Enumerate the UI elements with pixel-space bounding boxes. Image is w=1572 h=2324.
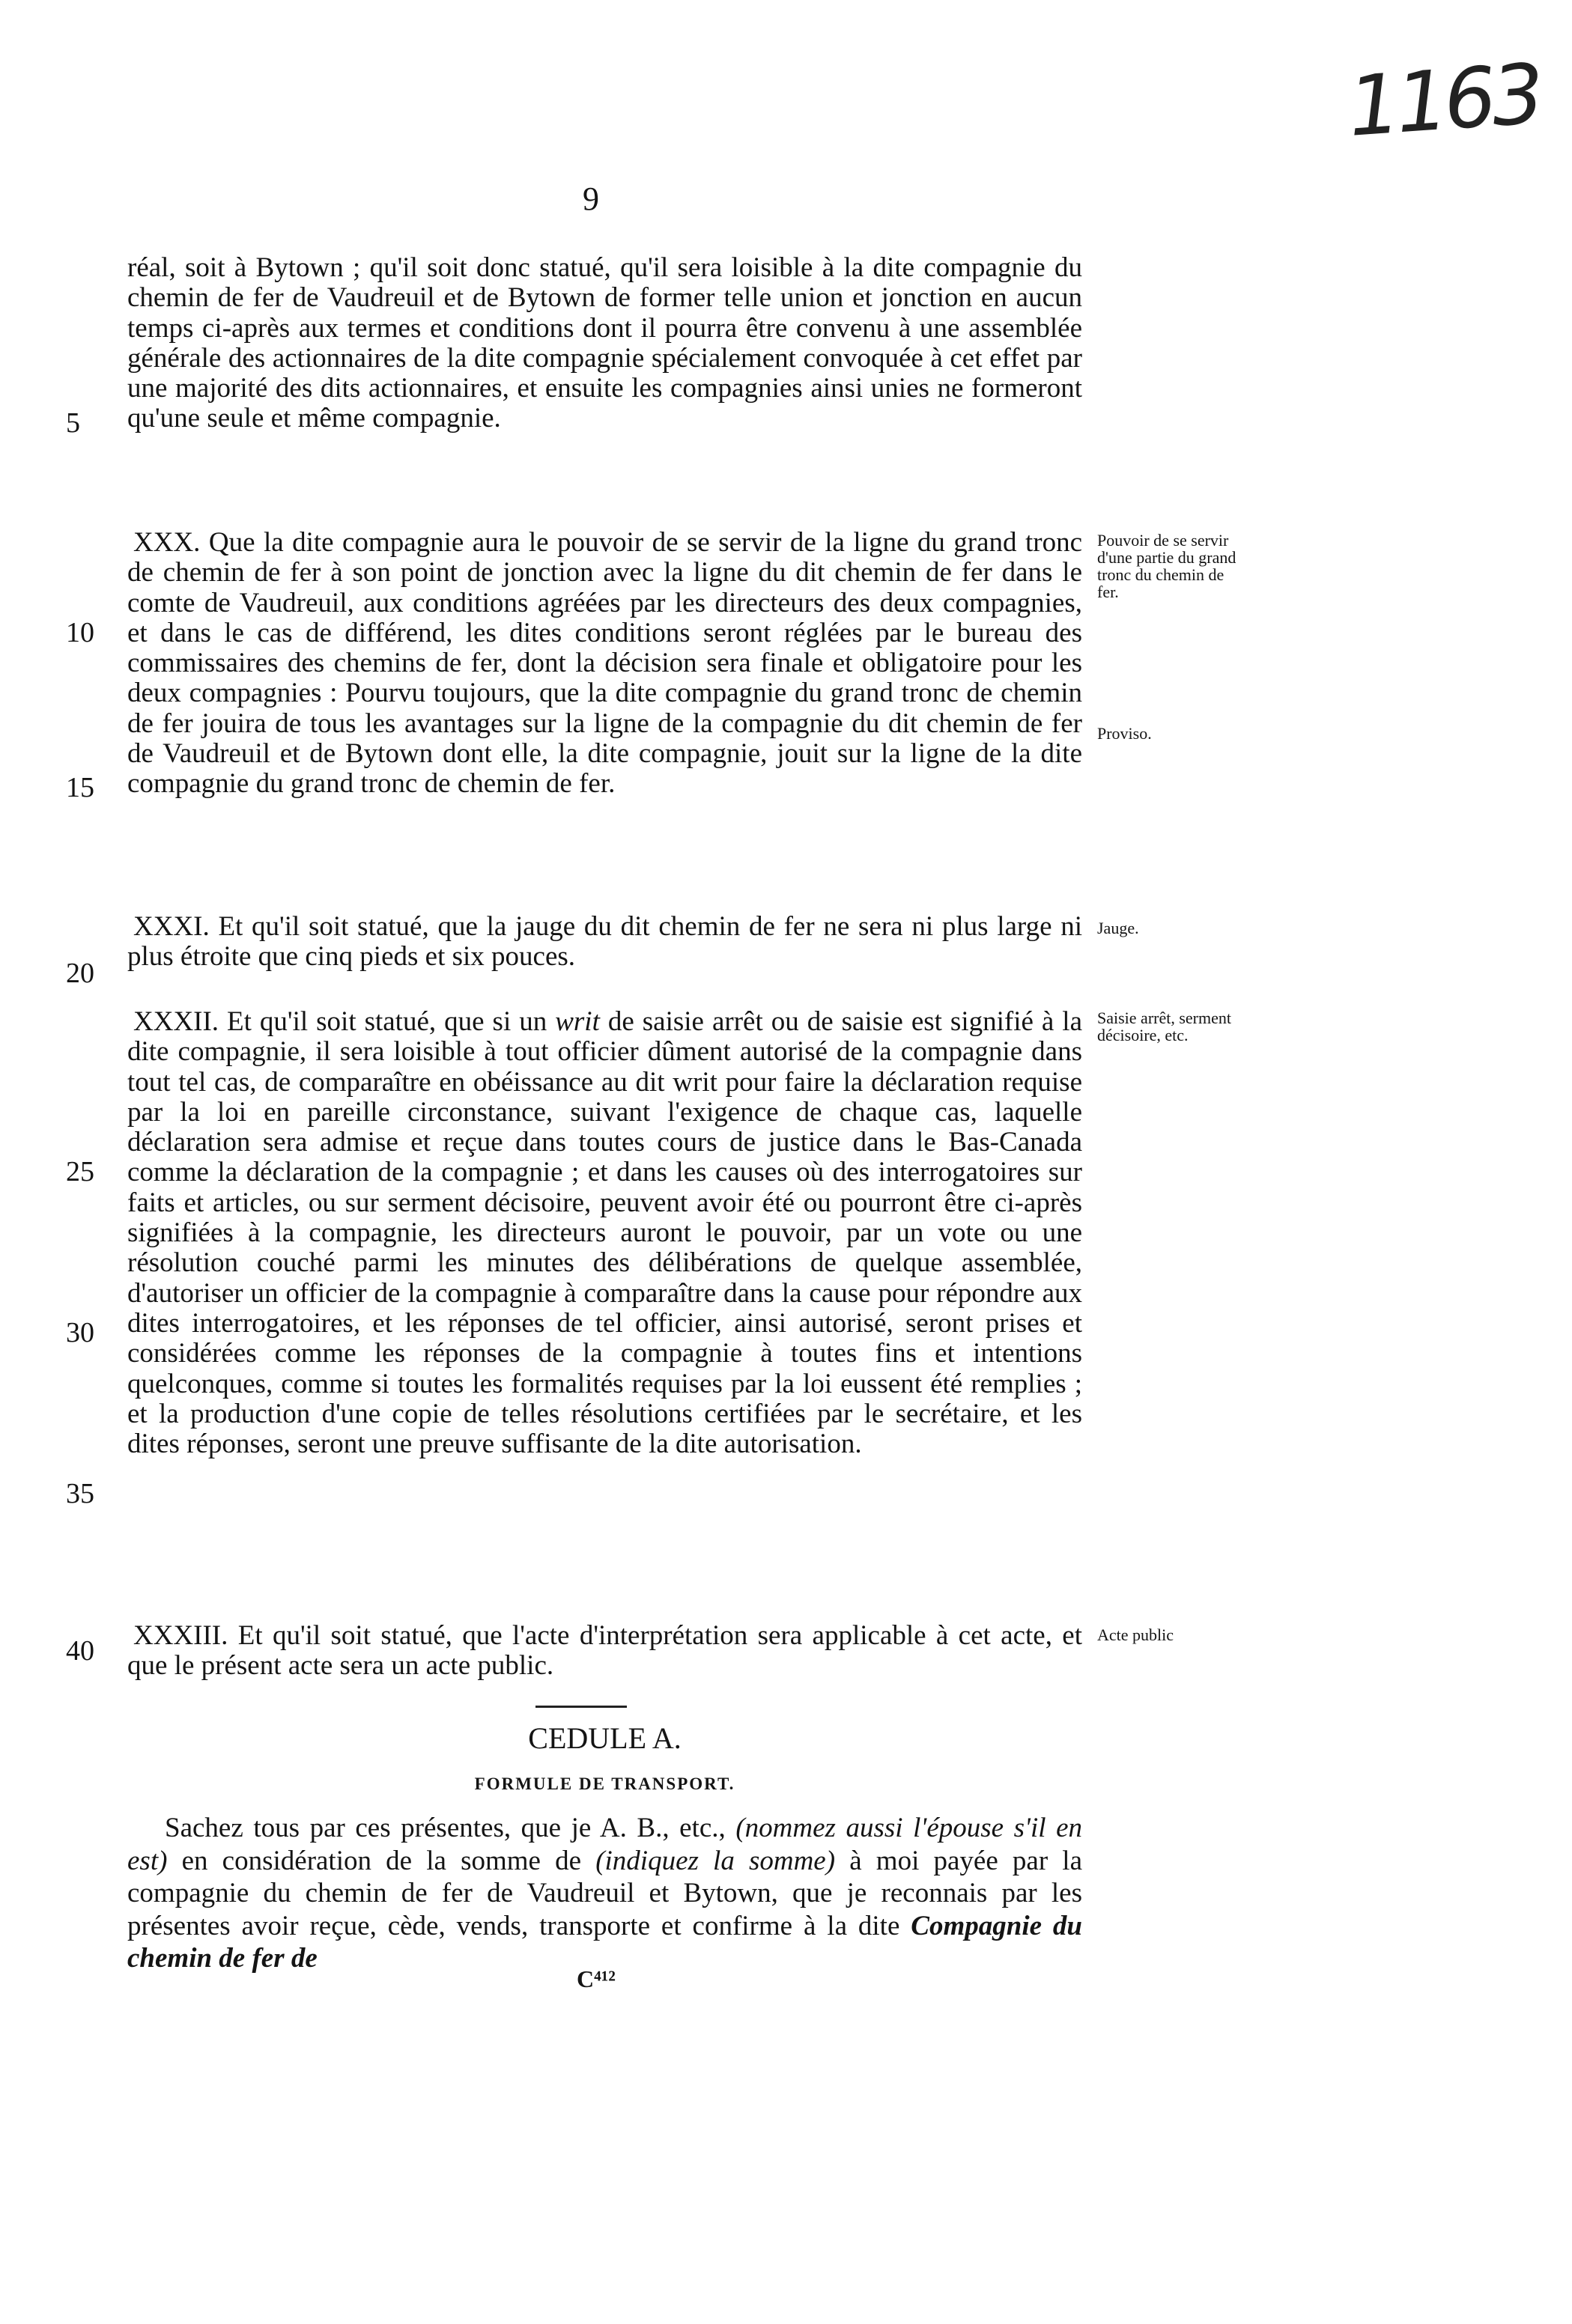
paragraph-text: réal, soit à Bytown ; qu'il soit donc statué, qu'il sera loisible à la dite compagnie du chemin de fer de Vaudreuil et de Bytown de former telle union et jonction en aucun temps ci-après aux termes et conditions dont il pourra être convenu à une assemblée générale des actionnaires de la dite compagnie spécialement convoquée à cet effet par une majorité des dits actionnaires, et ensuite les compagnies ainsi unies ne formeront qu'une seule et même compagnie.	[127, 252, 1082, 434]
cedule-body	[127, 1812, 1082, 1975]
section-xxxi-text: XXXI. Et qu'il soit statué, que la jauge du dit chemin de fer ne sera ni plus large ni plus étroite que cinq pieds et six pouces.	[127, 911, 1082, 973]
margin-note-pouvoir: Pouvoir de se servir d'une partie du grand tronc du chemin de fer.	[1097, 531, 1236, 601]
handwritten-page-number: 1163	[1344, 46, 1544, 155]
signature-mark: C⁴¹²	[577, 1965, 616, 1992]
cedule-text-3: à moi payée par la compagnie du chemin de fer de Vaudreuil et Bytown, que je reconnais par les présentes avoir reçue, cède, vends, transporte et confirme à la dite	[127, 1845, 1083, 1941]
writ-term: writ	[555, 1006, 600, 1037]
cedule-text	[127, 1812, 1082, 1975]
cedule-instruction-3: Compagnie du chemin de fer de	[127, 1910, 1083, 1974]
margin-note-proviso: Proviso.	[1097, 724, 1152, 743]
margin-note-acte-public: Acte public	[1097, 1625, 1174, 1644]
cedule-instruction-1: (nommez aussi l'épouse s'il en est)	[127, 1813, 1082, 1876]
section-xxxi	[127, 912, 1082, 973]
page-number: 9	[583, 180, 599, 217]
paragraph-continuation	[127, 253, 1082, 434]
line-number: 25	[66, 1156, 94, 1187]
cedule-text-1: Sachez tous par ces présentes, que je A. B., etc.,	[165, 1813, 726, 1843]
line-number: 40	[66, 1635, 94, 1667]
line-number: 10	[66, 617, 94, 648]
section-xxxiii	[127, 1621, 1082, 1682]
line-number: 35	[66, 1478, 94, 1509]
line-number: 30	[66, 1317, 94, 1348]
margin-note-jauge: Jauge.	[1097, 919, 1139, 937]
section-xxxii	[127, 1007, 1082, 1459]
section-xxxii-start: XXXII. Et qu'il soit statué, que si un	[133, 1006, 547, 1037]
line-number: 5	[66, 407, 80, 439]
section-xxx-text: XXX. Que la dite compagnie aura le pouvoir de se servir de la ligne du grand tronc de chemin de fer à son point de jonction avec la ligne du dit chemin de fer dans le comte de Vaudreuil, aux conditions agréées par les directeurs des deux compagnies, et dans le cas de différend, les dites conditions seront réglées par le bureau des commissaires des chemins de fer, dont la décision sera finale et obligatoire pour les deux compagnies : Pourvu toujours, que la dite compagnie du grand tronc de chemin de fer jouira de tous les avantages sur la ligne de la compagnie du dit chemin de fer de Vaudreuil et de Bytown dont elle, la dite compagnie, jouit sur la ligne de la dite compagnie du grand tronc de chemin de fer.	[127, 527, 1082, 800]
section-xxxii-rest: de saisie arrêt ou de saisie est signifié à la dite compagnie, il sera loisible à tout officier dûment autorisé de la compagnie dans tout tel cas, de comparaître en obéissance au dit writ pour faire la déclaration requise par la loi en pareille circonstance, suivant l'exigence de chaque cas, laquelle déclaration sera admise et reçue dans toutes cours de justice dans le Bas-Canada comme la déclaration de la compagnie ; et dans les causes où des interrogatoires sur faits et articles, ou sur serment décisoire, peuvent avoir été ou pourront être ci-après signifiées à la compagnie, les directeurs auront le pouvoir, par un vote ou une résolution couché parmi les minutes des délibérations de quelque assemblée, d'autoriser un officier de la compagnie à comparaître dans la cause pour répondre aux dites interrogatoires, et les réponses de tel officier, ainsi autorisé, seront prises et considérées comme les réponses de la compagnie à toutes fins et intentions quelconques, comme si toutes les formalités requises par la loi eussent été remplies ; et la production d'une copie de telles résolutions certifiées par le secrétaire, et les dites réponses, seront une preuve suffisante de la dite autorisation.	[127, 1006, 1083, 1460]
margin-note-saisie: Saisie arrêt, serment décisoire, etc.	[1097, 1009, 1231, 1044]
cedule-title: CEDULE A.	[528, 1721, 682, 1755]
cedule-text-2: en considération de la somme de	[181, 1845, 582, 1876]
line-number: 20	[66, 958, 94, 989]
cedule-subtitle: FORMULE DE TRANSPORT.	[474, 1774, 735, 1793]
line-number: 15	[66, 772, 94, 803]
section-xxx	[127, 528, 1082, 800]
cedule-instruction-2: (indiquez la somme)	[595, 1845, 836, 1876]
section-xxxii-text	[127, 1007, 1082, 1459]
section-xxxiii-text: XXXIII. Et qu'il soit statué, que l'acte d'interprétation sera applicable à cet acte, et que le présent acte sera un acte public.	[127, 1620, 1082, 1682]
section-divider	[535, 1706, 627, 1708]
